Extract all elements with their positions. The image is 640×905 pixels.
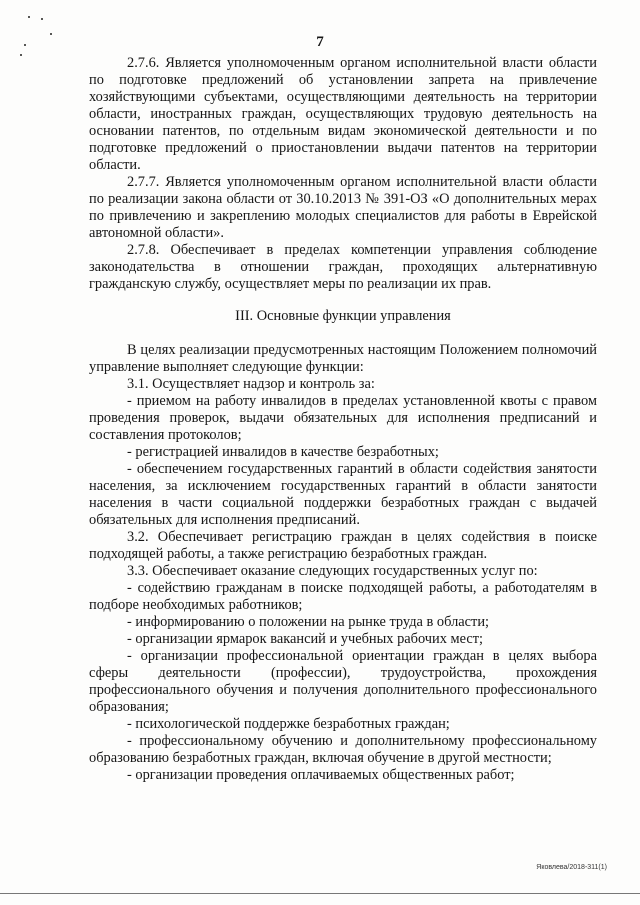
paragraph-2-7-8: 2.7.8. Обеспечивает в пределах компетенции управления соблюдение законодательства в отношении граждан, проходящих альтернативную гражданскую службу, осуществляет меры по реализации их прав. xyxy=(89,242,597,292)
document-body xyxy=(89,55,597,784)
paragraph-3-3: 3.3. Обеспечивает оказание следующих государственных услуг по: xyxy=(127,563,538,579)
paragraph-2-7-6: 2.7.6. Является уполномоченным органом исполнительной власти области по подготовке предложений об установлении запрета на привлечение хозяйствующими субъектами, осуществляющими деятельность на территории области, иностранных граждан, осуществляющих трудовую деятельность на основании патентов, по отдельным видам экономической деятельности и по подготовке предложений о приостановлении выдачи патентов на территории области. xyxy=(89,55,597,173)
list-item: - приемом на работу инвалидов в пределах установленной квоты с правом проведения проверок, выдачи обязательных для исполнения предписаний и составления протоколов; xyxy=(89,393,597,443)
section-intro: В целях реализации предусмотренных настоящим Положением полномочий управление выполняет следующие функции: xyxy=(89,342,597,375)
footer-document-code: Яковлева/2018-311(1) xyxy=(536,864,607,871)
list-item: - информированию о положении на рынке труда в области; xyxy=(127,614,490,630)
list-item: - организации профессиональной ориентации граждан в целях выбора сферы деятельности (профессии), трудоустройства, прохождения профессионального обучения и получения дополнительного профессионального образования; xyxy=(89,648,597,715)
list-item: - организации ярмарок вакансий и учебных рабочих мест; xyxy=(127,631,484,647)
page-number: 7 xyxy=(316,34,324,50)
scan-speck xyxy=(20,54,22,56)
section-heading: III. Основные функции управления xyxy=(235,308,451,324)
paragraph-2-7-7: 2.7.7. Является уполномоченным органом исполнительной власти области по реализации закона области от 30.10.2013 № 391-ОЗ «О дополнительных мерах по привлечению и закреплению молодых специалистов для работы в Еврейской автономной области». xyxy=(89,174,597,241)
list-item: - содействию гражданам в поиске подходящей работы, а работодателям в подборе необходимых работников; xyxy=(89,580,597,613)
list-item: - психологической поддержке безработных граждан; xyxy=(127,716,450,732)
scan-speck xyxy=(28,16,30,18)
list-item: - организации проведения оплачиваемых общественных работ; xyxy=(127,767,515,783)
paragraph-3-1: 3.1. Осуществляет надзор и контроль за: xyxy=(127,376,375,392)
scan-bottom-edge xyxy=(0,893,640,894)
list-item: - обеспечением государственных гарантий в области содействия занятости населения, за исключением государственных гарантий в области занятости населения в части социальной поддержки безработных граждан с выдачей обязательных для исполнения предписаний. xyxy=(89,461,597,528)
list-item: - регистрацией инвалидов в качестве безработных; xyxy=(127,444,439,460)
scan-speck xyxy=(41,18,43,20)
paragraph-3-2: 3.2. Обеспечивает регистрацию граждан в целях содействия в поиске подходящей работы, а также регистрацию безработных граждан. xyxy=(89,529,597,562)
spacer xyxy=(89,293,597,302)
list-item: - профессиональному обучению и дополнительному профессиональному образованию безработных граждан, включая обучение в другой местности; xyxy=(89,733,597,766)
